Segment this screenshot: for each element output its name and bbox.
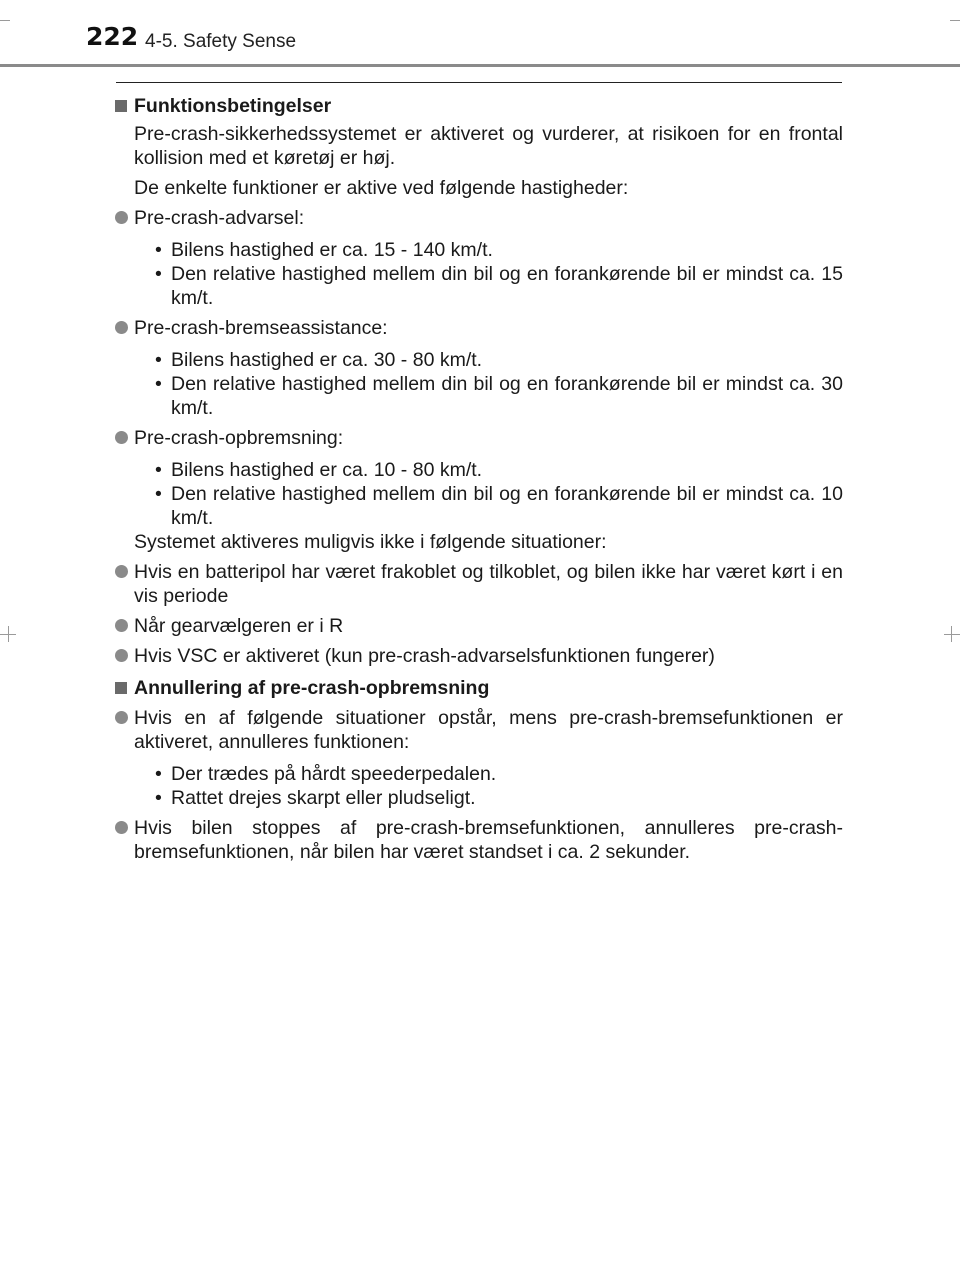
paragraph: Pre-crash-sikkerhedssystemet er aktiveret og vurderer, at risikoen for en frontal kollision med et køretøj er høj.	[134, 123, 843, 169]
content-top-rule	[116, 82, 842, 83]
circle-bullet-icon	[115, 211, 128, 224]
list-item-text: Pre-crash-bremseassistance:	[134, 317, 388, 339]
circle-bullet-icon	[115, 649, 128, 662]
sub-list	[115, 458, 843, 530]
bullet-mark: •	[155, 763, 162, 785]
heading-annullering	[115, 676, 843, 700]
sub-list-item-text: Bilens hastighed er ca. 30 - 80 km/t.	[171, 349, 483, 371]
sub-list	[115, 238, 843, 310]
paragraph: De enkelte funktioner er aktive ved følgende hastigheder:	[134, 177, 629, 199]
heading-text: Funktionsbetingelser	[134, 95, 332, 117]
bullet-mark: •	[155, 349, 162, 371]
header-rule	[0, 64, 960, 67]
page-number: 222	[86, 22, 139, 51]
sub-list	[115, 762, 843, 810]
crop-mark-right-mid	[944, 634, 960, 635]
list-item	[115, 614, 843, 638]
list-item	[115, 816, 843, 864]
sub-list-item-text: Rattet drejes skarpt eller pludseligt.	[171, 787, 476, 809]
circle-bullet-icon	[115, 431, 128, 444]
page-content	[115, 92, 843, 864]
list-item	[115, 644, 843, 668]
sub-list-item	[155, 786, 843, 810]
sub-list-item	[155, 458, 843, 482]
circle-bullet-icon	[115, 565, 128, 578]
list-item	[115, 560, 843, 608]
paragraph: Systemet aktiveres muligvis ikke i følgende situationer:	[134, 531, 607, 553]
circle-bullet-icon	[115, 619, 128, 632]
bullet-mark: •	[155, 263, 162, 285]
list-item	[115, 706, 843, 754]
sub-list-item	[155, 372, 843, 420]
list-item-text: Hvis VSC er aktiveret (kun pre-crash-advarselsfunktionen fungerer)	[134, 645, 715, 667]
sub-list-item-text: Bilens hastighed er ca. 15 - 140 km/t.	[171, 239, 493, 261]
list-item-text: Hvis bilen stoppes af pre-crash-bremsefunktionen, annulleres pre-crash-bremsefunktionen, når bilen har været standset i ca. 2 sekunder.	[134, 817, 843, 863]
list-item-text: Hvis en af følgende situationer opstår, mens pre-crash-bremsefunktionen er aktiveret, annulleres funktionen:	[134, 707, 843, 753]
sub-list-item-text: Den relative hastighed mellem din bil og en forankørende bil er mindst ca. 30 km/t.	[171, 373, 843, 419]
page-header	[0, 0, 960, 66]
sub-list-item	[155, 238, 843, 262]
sub-list-item	[155, 762, 843, 786]
sub-list	[115, 348, 843, 420]
square-bullet-icon	[115, 100, 127, 112]
circle-bullet-icon	[115, 821, 128, 834]
list-item	[115, 316, 843, 340]
circle-bullet-icon	[115, 711, 128, 724]
list-item-text: Hvis en batteripol har været frakoblet og tilkoblet, og bilen ikke har været kørt i en vis periode	[134, 561, 843, 607]
bullet-mark: •	[155, 459, 162, 481]
crop-mark-right-mid-tick	[951, 626, 952, 642]
section-title: 4-5. Safety Sense	[145, 31, 297, 52]
crop-mark-left-mid-tick	[8, 626, 9, 642]
sub-list-item-text: Bilens hastighed er ca. 10 - 80 km/t.	[171, 459, 483, 481]
bullet-mark: •	[155, 239, 162, 261]
heading-text: Annullering af pre-crash-opbremsning	[134, 677, 490, 699]
sub-list-item-text: Den relative hastighed mellem din bil og en forankørende bil er mindst ca. 10 km/t.	[171, 483, 843, 529]
sub-list-item-text: Der trædes på hårdt speederpedalen.	[171, 763, 497, 785]
bullet-mark: •	[155, 787, 162, 809]
bullet-mark: •	[155, 483, 162, 505]
list-item-text: Pre-crash-opbremsning:	[134, 427, 344, 449]
sub-list-item	[155, 482, 843, 530]
sub-list-item-text: Den relative hastighed mellem din bil og en forankørende bil er mindst ca. 15 km/t.	[171, 263, 843, 309]
list-item-text: Når gearvælgeren er i R	[134, 615, 344, 637]
sub-list-item	[155, 262, 843, 310]
circle-bullet-icon	[115, 321, 128, 334]
list-item	[115, 426, 843, 450]
bullet-mark: •	[155, 373, 162, 395]
square-bullet-icon	[115, 682, 127, 694]
heading-funktionsbetingelser	[115, 94, 843, 118]
list-item	[115, 206, 843, 230]
list-item-text: Pre-crash-advarsel:	[134, 207, 305, 229]
sub-list-item	[155, 348, 843, 372]
